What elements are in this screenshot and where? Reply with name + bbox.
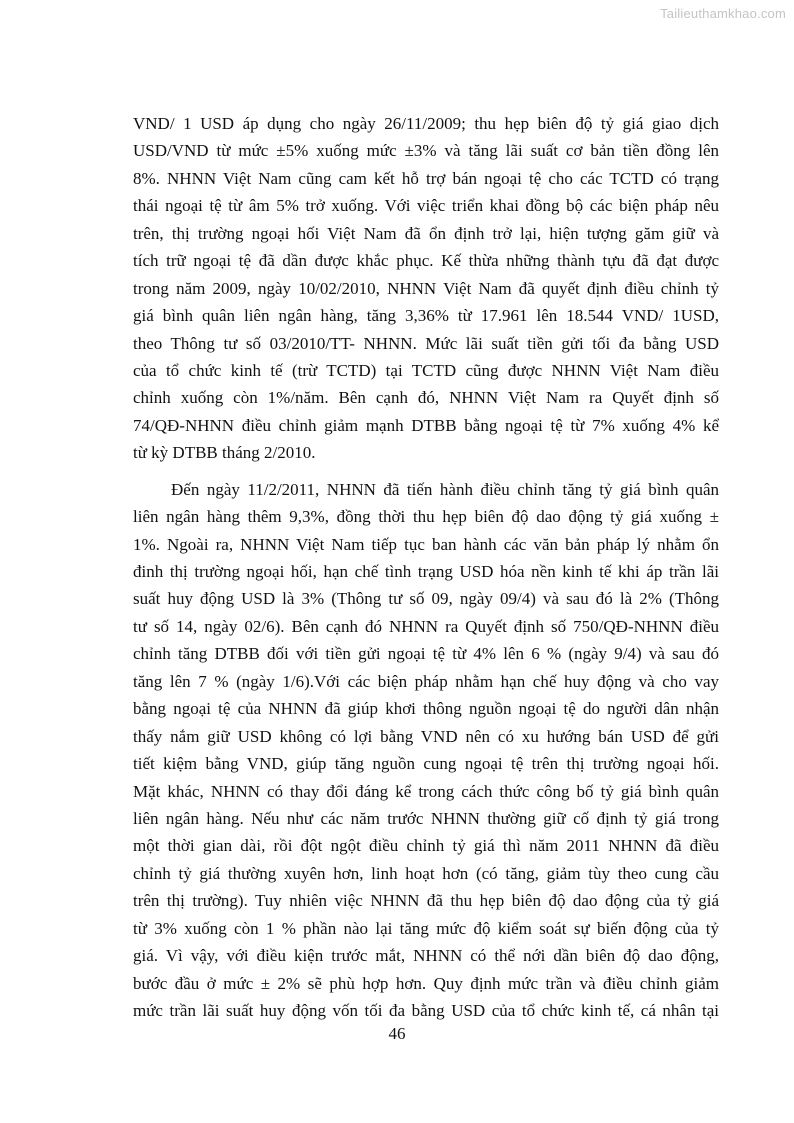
text-line: 8%. NHNN Việt Nam cũng cam kết hỗ trợ bán ngoại tệ cho các TCTD có trạng bbox=[133, 168, 719, 188]
text-line: theo Thông tư số 03/2010/TT- NHNN. Mức lãi suất tiền gửi tối đa bằng USD bbox=[133, 333, 719, 353]
text-line: liên ngân hàng. Nếu như các năm trước NHNN thường giữ cố định tỷ giá trong bbox=[133, 808, 719, 828]
text-line: liên ngân hàng thêm 9,3%, đồng thời thu hẹp biên độ dao động tỷ giá xuống ± bbox=[133, 507, 719, 527]
text-line: thái ngoại tệ từ âm 5% trở xuống. Với việc triển khai đồng bộ các biện pháp nêu bbox=[133, 196, 719, 216]
text-line: mức trần lãi suất huy động vốn tối đa bằng USD của tổ chức kinh tế, cá nhân tại bbox=[133, 1001, 719, 1020]
text-line: tiết kiệm bằng VND, giúp tăng nguồn cung ngoại tệ trên thị trường ngoại hối. bbox=[133, 754, 719, 774]
text-line: một thời gian dài, rồi đột ngột điều chỉnh tỷ giá thì năm 2011 NHNN đã điều bbox=[133, 836, 719, 856]
text-line: trên, thị trường ngoại hối Việt Nam đã ổn định trở lại, hiện tượng găm giữ và bbox=[133, 223, 719, 243]
text-line: Mặt khác, NHNN có thay đổi đáng kể trong cách thức công bố tỷ giá bình quân bbox=[133, 781, 719, 801]
text-line: giá bình quân liên ngân hàng, tăng 3,36% từ 17.961 lên 18.544 VND/ 1USD, bbox=[133, 306, 719, 326]
text-line: bước đầu ở mức ± 2% sẽ phù hợp hơn. Quy định mức trần và điều chỉnh giảm bbox=[133, 973, 719, 993]
text-line: tư số 14, ngày 02/6). Bên cạnh đó NHNN ra Quyết định số 750/QĐ-NHNN điều bbox=[133, 616, 719, 636]
paragraph bbox=[133, 476, 719, 1025]
text-line: Đến ngày 11/2/2011, NHNN đã tiến hành điều chỉnh tăng tỷ giá bình quân bbox=[171, 479, 719, 499]
text-line: chỉnh xuống còn 1%/năm. Bên cạnh đó, NHNN Việt Nam ra Quyết định số bbox=[133, 388, 719, 408]
text-line: tích trữ ngoại tệ đã dần được khắc phục. Kế thừa những thành tựu đã đạt được bbox=[133, 251, 719, 271]
text-line: trong năm 2009, ngày 10/02/2010, NHNN Việt Nam đã quyết định điều chỉnh tỷ bbox=[133, 278, 719, 298]
watermark-text: Tailieuthamkhao.com bbox=[660, 6, 786, 21]
text-line: từ kỳ DTBB tháng 2/2010. bbox=[133, 443, 316, 463]
text-line: tăng lên 7 % (ngày 1/6).Với các biện pháp nhằm hạn chế huy động và cho vay bbox=[133, 671, 719, 691]
text-line: chỉnh tỷ giá thường xuyên hơn, linh hoạt hơn (có tăng, giảm tùy theo cung cầu bbox=[133, 863, 719, 883]
text-line: suất huy động USD là 3% (Thông tư số 09, ngày 09/4) và sau đó là 2% (Thông bbox=[133, 589, 719, 609]
paragraph-gap bbox=[133, 467, 719, 476]
page-number: 46 bbox=[388, 1024, 406, 1043]
page-body bbox=[133, 110, 719, 1024]
text-line: thấy nắm giữ USD không có lợi bằng VND nên có xu hướng bán USD để gửi bbox=[133, 726, 719, 746]
text-line: VND/ 1 USD áp dụng cho ngày 26/11/2009; thu hẹp biên độ tỷ giá giao dịch bbox=[133, 114, 719, 133]
text-line: chỉnh tăng DTBB đối với tiền gửi ngoại tệ từ 4% lên 6 % (ngày 9/4) và sau đó bbox=[133, 644, 719, 664]
text-line: trên thị trường). Tuy nhiên việc NHNN đã thu hẹp biên độ dao động của tỷ giá bbox=[133, 891, 719, 911]
text-line: 74/QĐ-NHNN điều chỉnh giảm mạnh DTBB bằng ngoại tệ từ 7% xuống 4% kể bbox=[133, 415, 719, 435]
text-line: của tổ chức kinh tế (trừ TCTD) tại TCTD cũng được NHNN Việt Nam điều bbox=[133, 360, 719, 380]
text-line: đinh thị trường ngoại hối, hạn chế tình trạng USD hóa nền kinh tế khi áp trần lãi bbox=[133, 562, 719, 581]
text-line: bằng ngoại tệ của NHNN đã giúp khơi thông nguồn ngoại tệ do người dân nhận bbox=[133, 699, 719, 719]
text-line: giá. Vì vậy, với điều kiện trước mắt, NHNN có thể nới dần biên độ dao động, bbox=[133, 946, 719, 966]
paragraph bbox=[133, 110, 719, 467]
text-line: từ 3% xuống còn 1 % phần nào lại tăng mức độ kiểm soát sự biến động của tỷ bbox=[133, 918, 719, 938]
paragraph-list bbox=[133, 110, 719, 1024]
text-line: 1%. Ngoài ra, NHNN Việt Nam tiếp tục ban hành các văn bản pháp lý nhằm ổn bbox=[133, 534, 719, 554]
text-line: USD/VND từ mức ±5% xuống mức ±3% và tăng lãi suất cơ bản tiền đồng lên bbox=[133, 141, 719, 161]
